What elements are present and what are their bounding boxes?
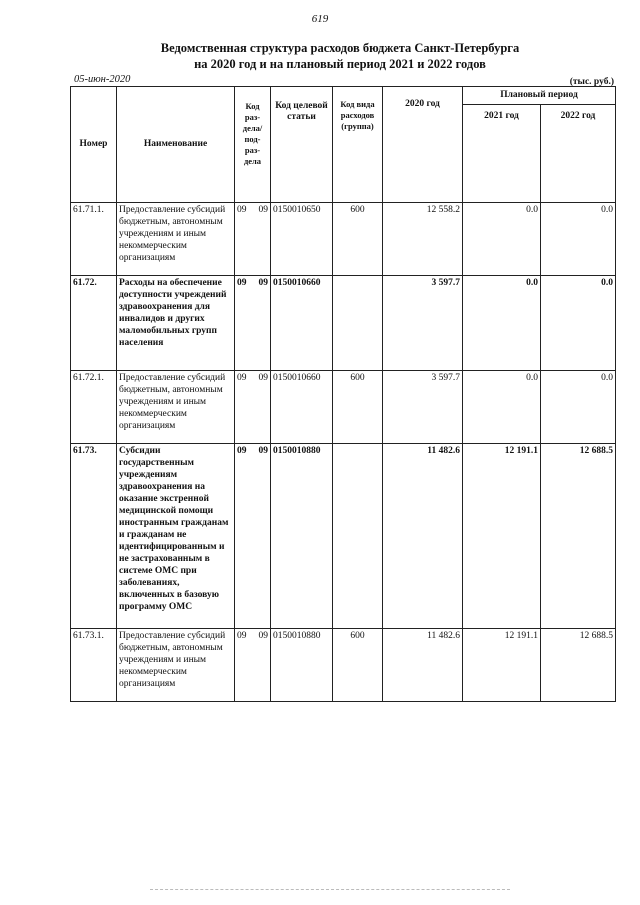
subsection-code: 09 [258, 446, 268, 456]
table-row [71, 203, 616, 276]
row-section [235, 276, 271, 371]
row-name: Предоставление субсидий бюджетным, автономным учреждениям и иным некоммерческим организациям [117, 371, 235, 444]
header-number: Номер [71, 87, 117, 203]
section-code: 09 [237, 205, 247, 215]
section-code: 09 [237, 278, 247, 288]
row-section [235, 371, 271, 444]
row-2021: 0.0 [463, 203, 541, 276]
row-section [235, 444, 271, 629]
table-row [71, 276, 616, 371]
header-target: Код целевой статьи [271, 87, 333, 203]
header-section [235, 87, 271, 203]
row-2020: 3 597.7 [383, 276, 463, 371]
header-planned: Плановый период [463, 87, 616, 105]
table-row [71, 371, 616, 444]
row-number: 61.71.1. [71, 203, 117, 276]
row-2020: 12 558.2 [383, 203, 463, 276]
row-number: 61.73.1. [71, 629, 117, 702]
row-2020: 11 482.6 [383, 629, 463, 702]
row-2021: 0.0 [463, 276, 541, 371]
header-2022: 2022 год [541, 105, 616, 203]
row-2022: 0.0 [541, 371, 616, 444]
row-name: Субсидии государственным учреждениям здравоохранения на оказание экстренной медицинской помощи иностранным гражданам и гражданам не идентифицированным и не застрахованным в системе ОМС при заболеваниях, включенных в базовую программу ОМС [117, 444, 235, 629]
row-number: 61.72.1. [71, 371, 117, 444]
section-code: 09 [237, 373, 247, 383]
document-date: 05-июн-2020 [74, 74, 131, 85]
row-section [235, 203, 271, 276]
row-section [235, 629, 271, 702]
header-2020: 2020 год [383, 87, 463, 203]
units-label: (тыс. руб.) [569, 77, 614, 87]
row-2021: 0.0 [463, 371, 541, 444]
row-target: 0150010880 [271, 444, 333, 629]
row-target: 0150010660 [271, 276, 333, 371]
row-2022: 0.0 [541, 203, 616, 276]
header-2021: 2021 год [463, 105, 541, 203]
document-title [60, 40, 620, 72]
row-target: 0150010660 [271, 371, 333, 444]
table-row [71, 444, 616, 629]
row-name: Расходы на обеспечение доступности учреждений здравоохранения для инвалидов и других маломобильных групп населения [117, 276, 235, 371]
row-2021: 12 191.1 [463, 444, 541, 629]
row-target: 0150010650 [271, 203, 333, 276]
section-code: 09 [237, 631, 247, 641]
row-2022: 0.0 [541, 276, 616, 371]
header-section-text: Код раз-дела/ под-раз-дела [242, 101, 263, 166]
subsection-code: 09 [258, 278, 268, 288]
row-kind [333, 444, 383, 629]
footer-scan-line [150, 889, 510, 891]
title-line-1: Ведомственная структура расходов бюджета Санкт-Петербурга [160, 41, 520, 55]
header-kind: Код вида расходов (группа) [333, 87, 383, 203]
row-number: 61.73. [71, 444, 117, 629]
subsection-code: 09 [258, 373, 268, 383]
row-number: 61.72. [71, 276, 117, 371]
header-name: Наименование [117, 87, 235, 203]
title-line-2: на 2020 год и на плановый период 2021 и 2022 годов [194, 57, 486, 71]
section-code: 09 [237, 446, 247, 456]
table-row [71, 629, 616, 702]
subsection-code: 09 [258, 205, 268, 215]
row-kind [333, 276, 383, 371]
row-2022: 12 688.5 [541, 444, 616, 629]
row-2021: 12 191.1 [463, 629, 541, 702]
page-number: 619 [311, 13, 329, 25]
row-name: Предоставление субсидий бюджетным, автономным учреждениям и иным некоммерческим организациям [117, 629, 235, 702]
row-2020: 3 597.7 [383, 371, 463, 444]
row-2020: 11 482.6 [383, 444, 463, 629]
row-2022: 12 688.5 [541, 629, 616, 702]
row-name: Предоставление субсидий бюджетным, автономным учреждениям и иным некоммерческим организациям [117, 203, 235, 276]
row-kind: 600 [333, 629, 383, 702]
row-kind: 600 [333, 371, 383, 444]
row-target: 0150010880 [271, 629, 333, 702]
row-kind: 600 [333, 203, 383, 276]
subsection-code: 09 [258, 631, 268, 641]
budget-table [70, 86, 616, 702]
